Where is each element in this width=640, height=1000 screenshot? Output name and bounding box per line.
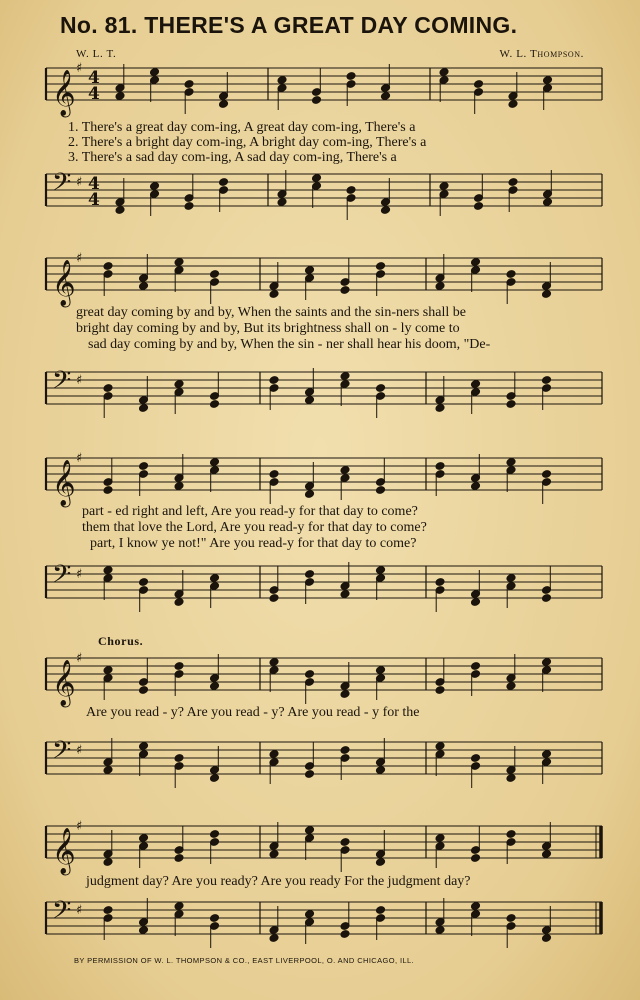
svg-text:♯: ♯ [76,61,83,76]
chorus-line-2: judgment day? Are you ready? Are you ready For the judgment day? [86,874,471,889]
system-4-treble-staff [40,652,610,706]
system-2-bass-staff [40,366,610,420]
system-1-treble-staff [40,62,610,116]
svg-text:♯: ♯ [76,175,83,190]
verse-2-line-2: bright day coming by and by, But its brightness shall on - ly come to [76,321,460,336]
svg-text:♯: ♯ [76,819,83,834]
svg-text:♯: ♯ [76,651,83,666]
verse-3-line-2: sad day coming by and by, When the sin - ner shall hear his doom, "De- [88,337,491,352]
system-1-bass-staff [40,168,610,222]
verse-2-line-3: them that love the Lord, Are you read-y for that day to come? [82,520,427,535]
system-2-treble-staff [40,252,610,306]
permission-footer: BY PERMISSION OF W. L. THOMPSON & CO., EAST LIVERPOOL, O. AND CHICAGO, ILL. [74,956,415,965]
svg-text:♯: ♯ [76,251,83,266]
svg-text:♯: ♯ [76,743,83,758]
svg-text:𝄢: 𝄢 [52,895,72,931]
svg-text:4: 4 [88,68,100,88]
svg-text:♯: ♯ [76,451,83,466]
verse-1-line-1: 1. There's a great day com-ing, A great day com-ing, There's a [68,120,416,135]
system-3-treble-staff [40,452,610,506]
system-3-bass-staff [40,560,610,614]
music-credit: W. L. Thompson. [499,48,584,60]
system-5-bass-staff [40,896,610,950]
svg-text:𝄞: 𝄞 [52,260,76,306]
chorus-label: Chorus. [98,634,144,648]
system-4-bass-staff [40,736,610,790]
svg-text:4: 4 [88,84,100,104]
system-5-treble-staff [40,820,610,874]
svg-text:♯: ♯ [76,567,83,582]
svg-text:𝄞: 𝄞 [52,460,76,506]
svg-text:𝄢: 𝄢 [52,167,72,203]
svg-text:𝄢: 𝄢 [52,735,72,771]
verse-3-line-1: 3. There's a sad day com-ing, A sad day com-ing, There's a [68,150,397,165]
hymn-title: No. 81. THERE'S A GREAT DAY COMING. [60,12,518,38]
verse-1-line-3: part - ed right and left, Are you read-y for that day to come? [82,504,418,519]
chorus-line-1: Are you read - y? Are you read - y? Are you read - y for the [86,705,420,720]
svg-text:♯: ♯ [76,903,83,918]
svg-text:𝄢: 𝄢 [52,559,72,595]
words-credit: W. L. T. [76,48,117,60]
svg-text:𝄢: 𝄢 [52,365,72,401]
verse-1-line-2: great day coming by and by, When the saints and the sin-ners shall be [76,305,466,320]
svg-text:♯: ♯ [76,373,83,388]
svg-text:4: 4 [88,174,100,194]
verse-2-line-1: 2. There's a bright day com-ing, A bright day com-ing, There's a [68,135,427,150]
svg-text:4: 4 [88,190,100,210]
svg-text:𝄞: 𝄞 [52,828,76,874]
verse-3-line-3: part, I know ye not!" Are you read-y for that day to come? [90,536,417,551]
svg-text:𝄞: 𝄞 [52,660,76,706]
svg-text:𝄞: 𝄞 [52,70,76,116]
